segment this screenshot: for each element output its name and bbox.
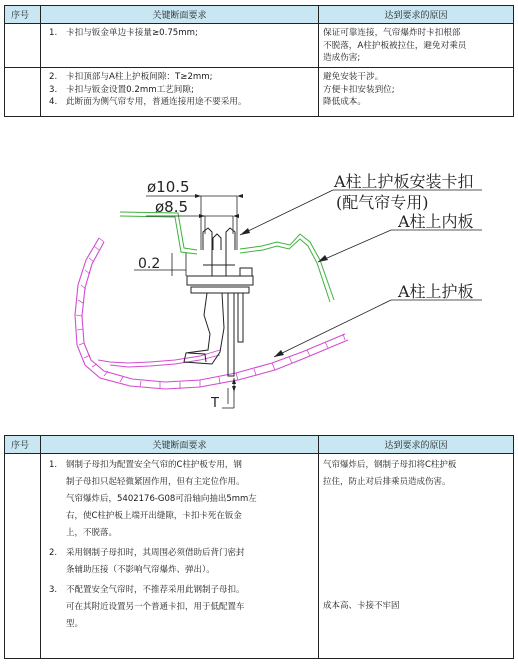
dim-inner-diameter: ø8.5 — [155, 198, 189, 216]
item-line: 不配置安全气帘时，不推荐采用此钢制子母扣。 — [66, 585, 245, 595]
requirement-cell — [41, 68, 319, 117]
reason-line: 拉住，防止对后排乘员造成伤害。 — [323, 477, 451, 487]
item-text: 此断面为侧气帘专用，普通连接用途不要采用。 — [66, 97, 247, 107]
item-text: 卡扣与钣金单边卡接量≥0.75mm; — [66, 28, 198, 38]
header-reasons: 达到要求的原因 — [319, 436, 514, 454]
item-line: 可在其附近设置另一个普通卡扣，用于低配置车 — [66, 602, 245, 612]
reason-cell — [319, 24, 514, 68]
reason-cell — [319, 68, 514, 117]
reason-line: 造成伤害; — [323, 53, 361, 63]
reason-line: 避免安装干涉。 — [323, 72, 384, 82]
header-requirements: 关键断面要求 — [41, 436, 319, 454]
header-requirements: 关键断面要求 — [41, 6, 319, 24]
item-line: 气帘爆炸后，5402176-G08可沿轴向抽出5mm左 — [66, 494, 257, 504]
label-trim-panel: A柱上护板 — [398, 282, 474, 301]
clip-body — [184, 228, 253, 376]
item-number: 1. — [49, 28, 58, 38]
seq-cell — [5, 24, 41, 68]
table-header-row — [5, 436, 514, 454]
header-seq: 序号 — [5, 436, 41, 454]
trim-rib — [98, 350, 220, 367]
seq-cell — [5, 454, 41, 659]
table-header-row — [5, 6, 514, 24]
reason-line: 气帘爆炸后，钢制子母扣将C柱护板 — [323, 460, 457, 470]
list-item — [49, 582, 314, 633]
requirements-table-2 — [4, 435, 514, 659]
requirement-cell — [41, 24, 319, 68]
header-reasons: 达到要求的原因 — [319, 6, 514, 24]
item-number: 2. — [49, 72, 58, 82]
list-item — [49, 27, 314, 40]
item-line: 型。 — [66, 619, 84, 629]
seq-cell — [5, 68, 41, 117]
item-line: 采用钢制子母扣时，其周围必须借助后背门密封 — [66, 548, 245, 558]
item-text — [66, 545, 314, 579]
item-line: 上，不脱落。 — [66, 528, 118, 538]
list-item — [49, 71, 314, 84]
requirements-table-1 — [4, 5, 514, 117]
item-number: 3. — [49, 585, 58, 595]
item-line: 钢制子母扣为配置安全气帘的C柱护板专用，钢 — [66, 460, 242, 470]
item-number: 1. — [49, 460, 58, 470]
list-item — [49, 457, 314, 542]
item-text: 卡扣与钣金设置0.2mm工艺间隙; — [66, 84, 194, 95]
reason-line: 成本高、卡接不牢固 — [323, 601, 400, 611]
item-number: 3. — [49, 84, 58, 95]
reason-line: 降低成本。 — [323, 97, 366, 107]
reason-line: 不脱落，A柱护板被拉住，避免对乘员 — [323, 40, 467, 51]
item-text — [66, 582, 314, 633]
dim-t: T — [211, 396, 219, 411]
item-line: 制子母扣只起轻微紧固作用，但有主定位作用。 — [66, 477, 245, 487]
label-clip: A柱上护板安装卡扣 — [334, 172, 474, 191]
reason-line: 保证可靠连接，气帘爆炸时卡扣根部 — [323, 28, 461, 38]
item-line: 条辅助压接（不影响气帘爆炸、弹出）。 — [66, 565, 215, 575]
dim-outer-diameter: ø10.5 — [147, 178, 190, 196]
label-inner-panel: A柱上内板 — [398, 212, 474, 231]
label-clip-note: (配气帘专用) — [336, 193, 429, 212]
item-number: 4. — [49, 97, 58, 107]
list-item — [49, 84, 314, 97]
header-seq: 序号 — [5, 6, 41, 24]
list-item — [49, 96, 314, 109]
table-row — [5, 454, 514, 659]
item-text — [66, 457, 314, 542]
item-line: 右，使C柱护板上端开出缝隙，卡扣卡死在钣金 — [66, 511, 242, 521]
cross-section-diagram — [0, 150, 518, 420]
item-number: 2. — [49, 548, 58, 558]
dim-gap: 0.2 — [138, 256, 161, 272]
trim-panel-hatch — [76, 238, 345, 389]
table-row — [5, 24, 514, 68]
item-text: 卡扣顶部与A柱上护板间隙：T≥2mm; — [66, 72, 213, 82]
table-row — [5, 68, 514, 117]
reason-line: 方便卡扣安装到位; — [323, 84, 395, 95]
list-item — [49, 545, 314, 579]
reason-cell — [319, 454, 514, 659]
requirement-cell — [41, 454, 319, 659]
